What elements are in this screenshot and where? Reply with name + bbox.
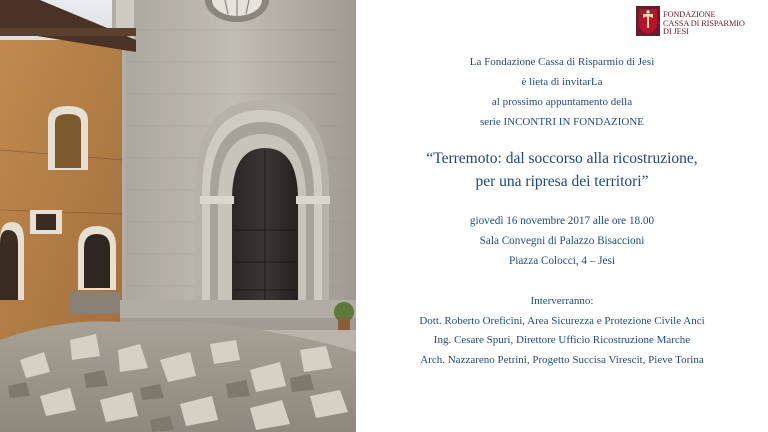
intro-line-appointment: al prossimo appuntamento della: [491, 96, 633, 108]
event-venue: Sala Convegni di Palazzo Bisaccioni: [479, 235, 645, 247]
logo-line-2: CASSA DI RISPARMIO: [663, 18, 745, 28]
logo-line-1: FONDAZIONE: [663, 10, 716, 19]
event-title-line-2: per una ripresa dei territori”: [475, 173, 649, 190]
speaker-item: Dott. Roberto Oreficini, Area Sicurezza e Protezione Civile Anci: [419, 315, 705, 327]
intro-line-invite: è lieta di invitarLa: [521, 76, 603, 88]
event-date-time: giovedì 16 novembre 2017 alle ore 18.00: [469, 215, 655, 227]
fondazione-logo: [634, 6, 764, 40]
logo-wordmark: [663, 11, 763, 37]
earthquake-church-photo: [0, 0, 356, 432]
speakers-heading: Interverranno:: [530, 295, 594, 307]
event-address: Piazza Colocci, 4 – Jesi: [509, 255, 615, 267]
speaker-item: Ing. Cesare Spuri, Direttore Ufficio Ricostruzione Marche: [433, 334, 691, 346]
intro-line-series: serie INCONTRI IN FONDAZIONE: [479, 116, 645, 128]
speaker-item: Arch. Nazzareno Petrini, Progetto Succisa Virescit, Pieve Torina: [420, 354, 704, 366]
intro-line-organizer: La Fondazione Cassa di Risparmio di Jesi: [469, 56, 655, 68]
event-title-line-1: “Terremoto: dal soccorso alla ricostruzione,: [426, 150, 698, 167]
coat-of-arms-icon: [636, 6, 660, 36]
logo-line-3: DI JESI: [663, 27, 689, 37]
